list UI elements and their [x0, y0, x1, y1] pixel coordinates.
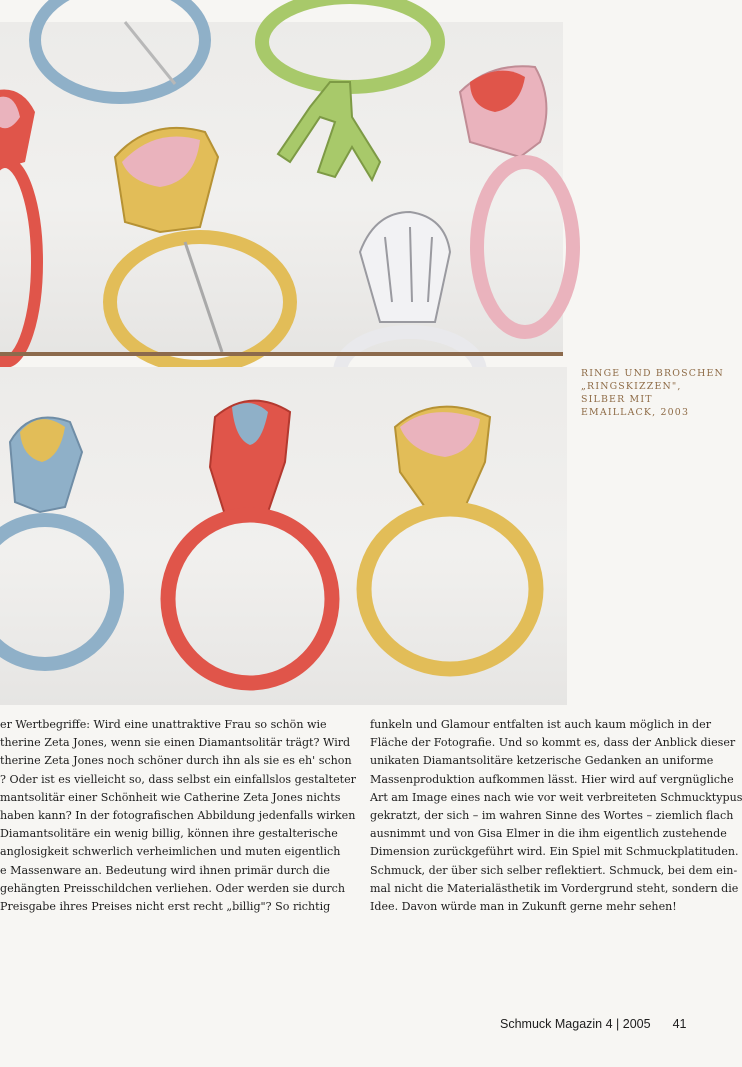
- text-line: ? Oder ist es vielleicht so, dass selbst ein einfallslos gestalteter: [0, 772, 356, 786]
- text-line: gekratzt, der sich – im wahren Sinne des Wortes – ziemlich flach: [370, 809, 734, 823]
- ring-brooches-illustration-top: [0, 22, 563, 352]
- green-ring-brooch: [262, 0, 438, 180]
- magazine-issue: Schmuck Magazin 4 | 2005: [500, 1017, 651, 1031]
- blue-ring-brooch: [0, 418, 117, 665]
- caption-line: „RINGSKIZZEN",: [581, 381, 682, 392]
- text-line: Idee. Davon würde man in Zukunft gerne mehr sehen!: [370, 900, 677, 914]
- text-line: ausnimmt und von Gisa Elmer in die ihm eigentlich zustehende: [370, 827, 727, 841]
- photo-ring-brooches-bottom: [0, 367, 567, 705]
- text-line: Schmuck, der über sich selber reflektiert. Schmuck, bei dem ein-: [370, 863, 738, 877]
- text-line: Preisgabe ihres Preises nicht erst recht „billig"? So richtig: [0, 900, 331, 914]
- text-line: therine Zeta Jones noch schöner durch ihn als sie es eh' schon: [0, 754, 352, 768]
- yellow-ring-brooch: [110, 128, 290, 367]
- text-line: mal nicht die Materialästhetik im Vordergrund steht, sondern die: [370, 881, 739, 895]
- yellow-ring-brooch: [364, 407, 536, 669]
- ring-brooches-illustration-bottom: [0, 367, 567, 705]
- text-line: Diamantsolitäre ein wenig billig, können ihre gestalterische: [0, 827, 338, 841]
- text-line: therine Zeta Jones, wenn sie einen Diamantsolitär trägt? Wird: [0, 736, 351, 750]
- text-line: Fläche der Fotografie. Und so kommt es, dass der Anblick dieser: [370, 736, 736, 750]
- photo-ring-brooches-top: [0, 22, 563, 352]
- page-number: 41: [672, 1017, 687, 1031]
- caption-line: SILBER MIT: [581, 394, 653, 405]
- photo-caption: [581, 367, 724, 419]
- text-line: haben kann? In der fotografischen Abbildung jedenfalls wirken: [0, 809, 356, 823]
- blue-ring-brooch: [35, 0, 205, 98]
- red-ring-brooch-left: [0, 90, 37, 363]
- text-line: funkeln und Glamour entfalten ist auch kaum möglich in der: [370, 718, 712, 731]
- text-line: Massenproduktion aufkommen lässt. Hier wird auf vergnügliche: [370, 772, 734, 786]
- text-line: e Massenware an. Bedeutung wird ihnen primär durch die: [0, 863, 330, 877]
- caption-line: RINGE UND BROSCHEN: [581, 368, 724, 379]
- pink-ring-brooch: [460, 66, 573, 332]
- caption-line: EMAILLACK, 2003: [581, 407, 690, 418]
- page-footer: [500, 1017, 686, 1031]
- photo-divider-rule: [0, 352, 563, 356]
- text-line: Dimension zurückgeführt wird. Ein Spiel mit Schmuckplatituden.: [370, 845, 739, 859]
- article-column-right: [370, 716, 742, 916]
- red-ring-brooch: [168, 401, 332, 683]
- text-line: mantsolitär einer Schönheit wie Catherine Zeta Jones nichts: [0, 790, 341, 804]
- article-column-left: [0, 716, 356, 916]
- text-line: gehängten Preisschildchen verliehen. Oder werden sie durch: [0, 881, 346, 895]
- text-line: anglosigkeit schwerlich verheimlichen und muten eigentlich: [0, 845, 341, 859]
- text-line: er Wertbegriffe: Wird eine unattraktive Frau so schön wie: [0, 718, 327, 731]
- text-line: unikaten Diamantsolitäre ketzerische Gedanken an uniforme: [370, 754, 714, 768]
- text-line: Art am Image eines nach wie vor weit verbreiteten Schmucktypus: [370, 790, 742, 804]
